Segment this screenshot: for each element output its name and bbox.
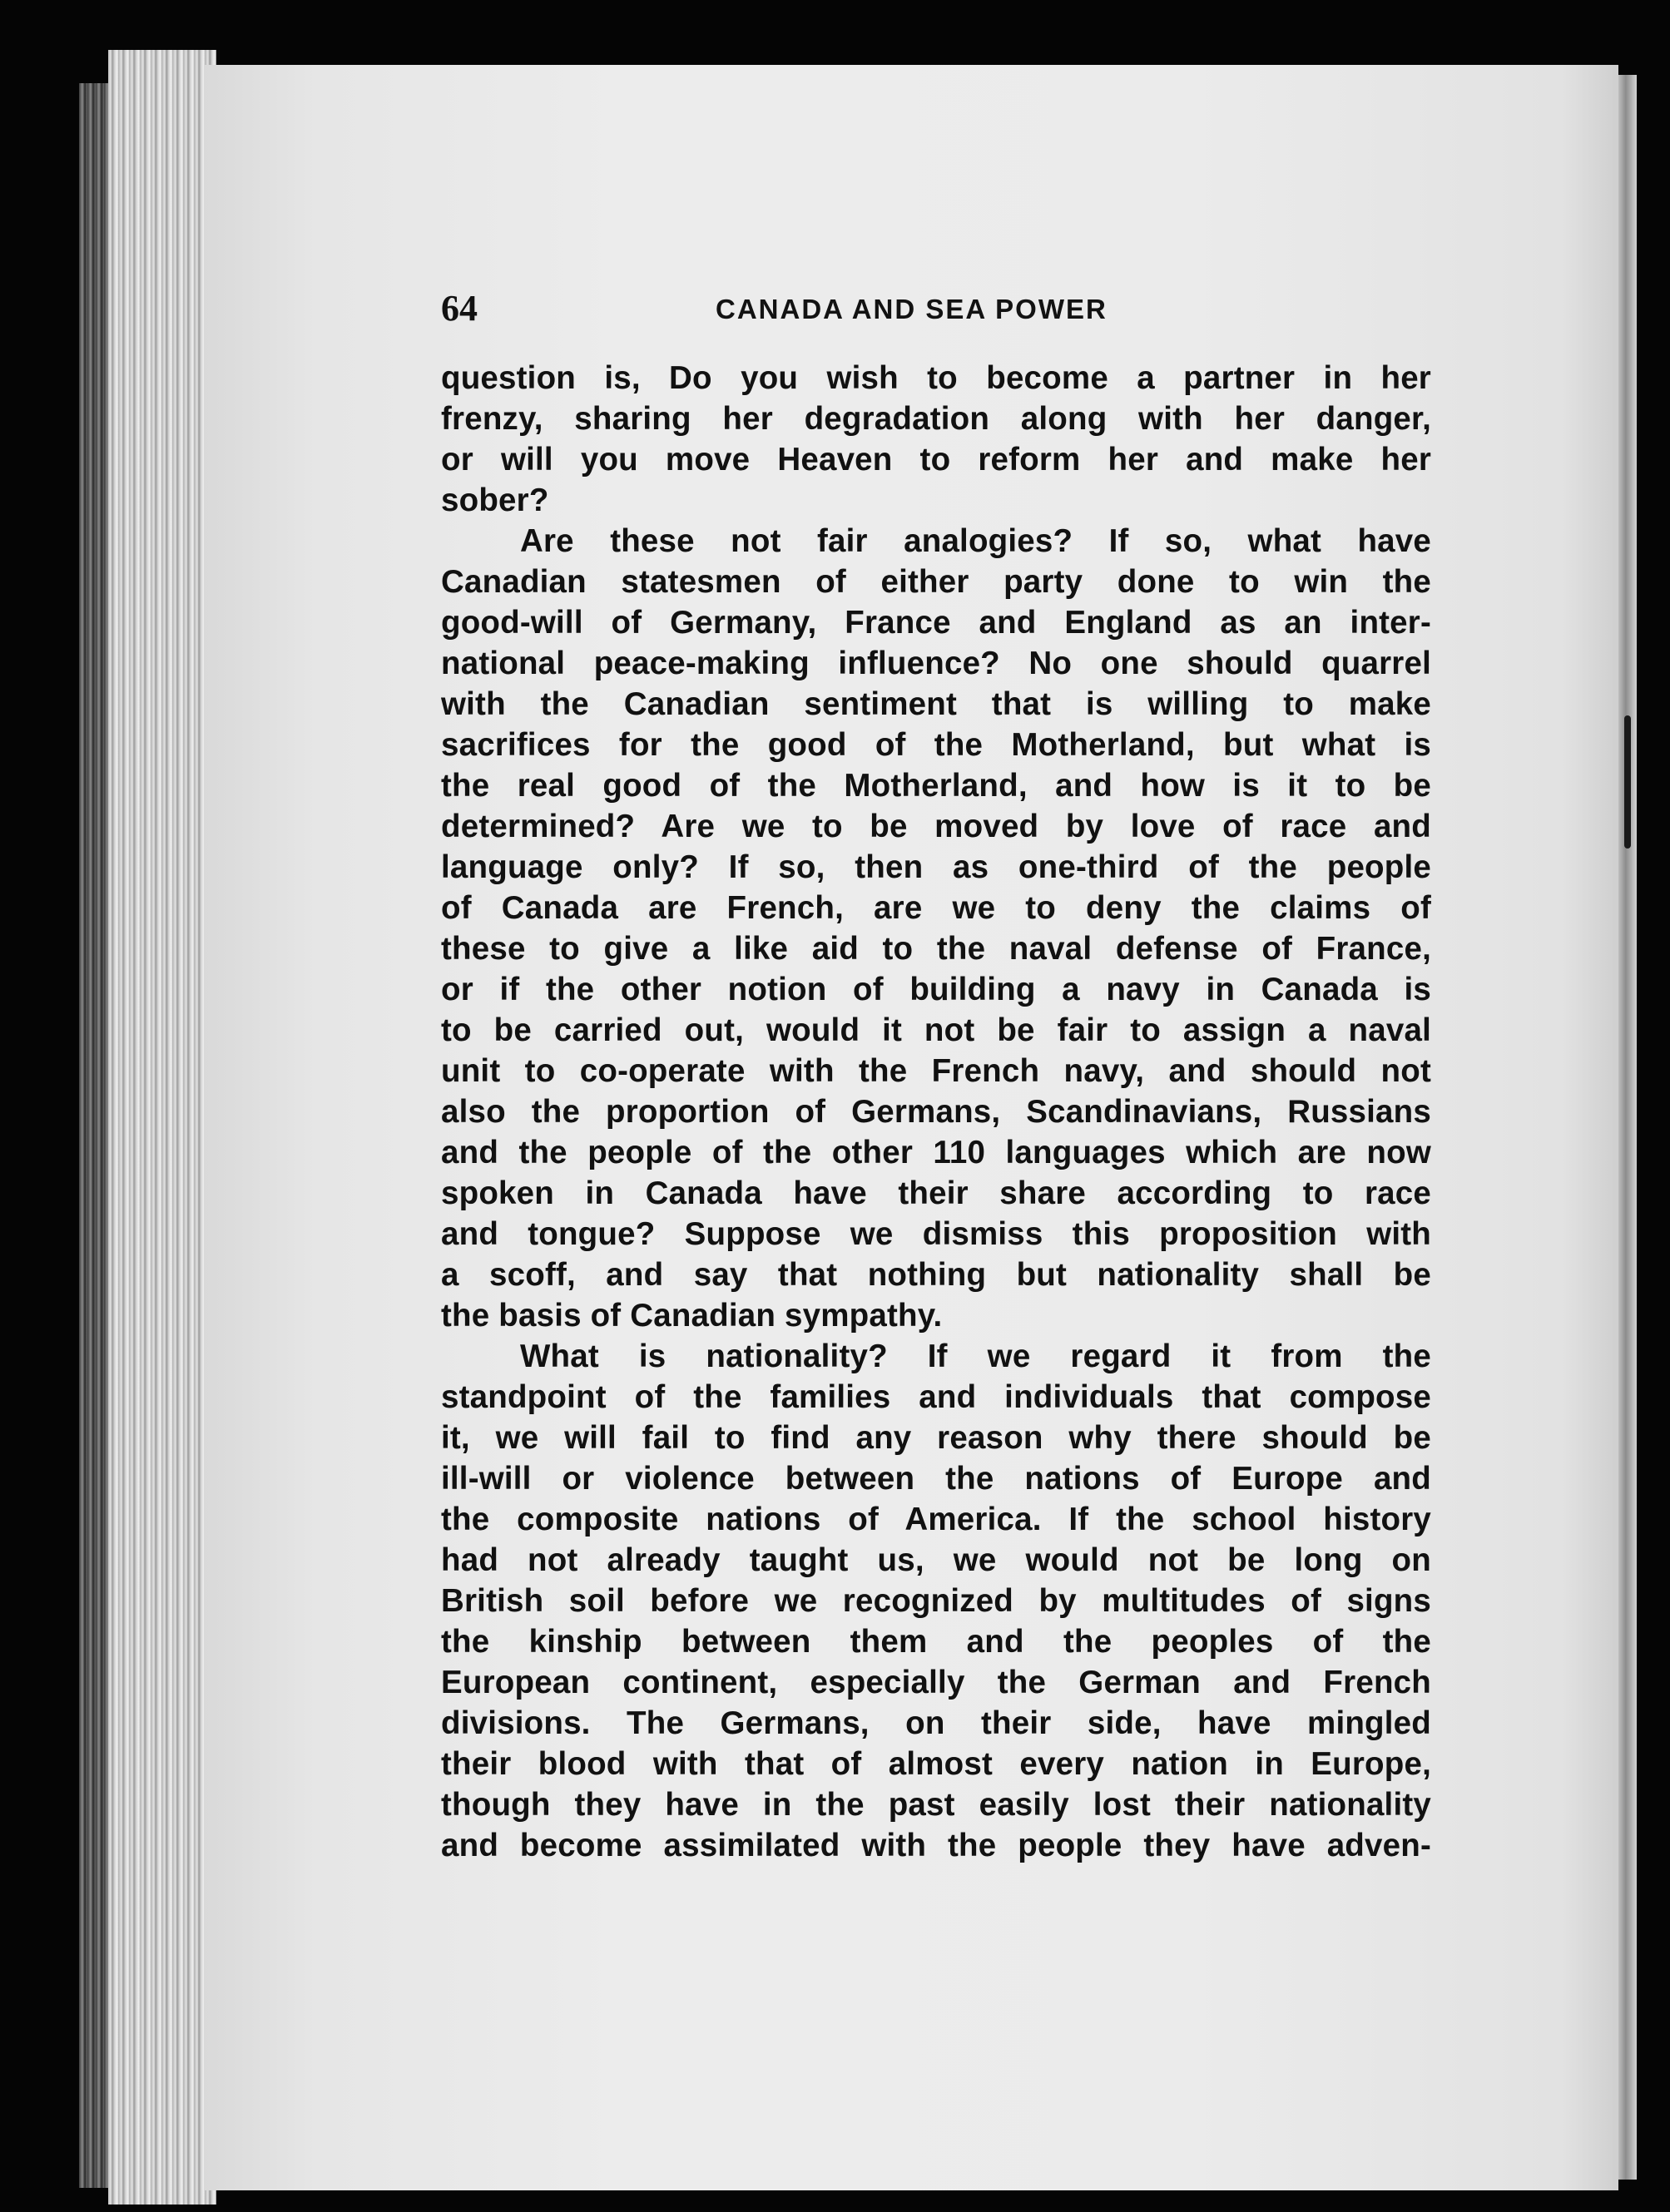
text-line: Canadian statesmen of either party done to win the bbox=[441, 564, 1431, 600]
text-line: determined? Are we to be moved by love of race and bbox=[441, 809, 1431, 844]
book-spine-edge bbox=[79, 83, 112, 2188]
text-line: and become assimilated with the people they have adven- bbox=[441, 1828, 1431, 1863]
text-line: frenzy, sharing her degradation along with her danger, bbox=[441, 401, 1431, 437]
text-line: or if the other notion of building a navy in Canada is bbox=[441, 972, 1431, 1007]
page-stack-edge bbox=[108, 50, 216, 2205]
running-title: CANADA AND SEA POWER bbox=[716, 294, 1108, 324]
text-line: their blood with that of almost every nation in Europe, bbox=[441, 1746, 1431, 1782]
running-head bbox=[441, 287, 1431, 329]
text-line: the kinship between them and the peoples of the bbox=[441, 1624, 1431, 1660]
body-text bbox=[441, 358, 1431, 1866]
text-line: good-will of Germany, France and England as an inter- bbox=[441, 605, 1431, 641]
text-line: or will you move Heaven to reform her and make her bbox=[441, 442, 1431, 478]
text-line: What is nationality? If we regard it from the bbox=[520, 1339, 1431, 1374]
text-line: also the proportion of Germans, Scandinavians, Russians bbox=[441, 1094, 1431, 1130]
text-line: Are these not fair analogies? If so, what have bbox=[520, 523, 1431, 559]
text-line: ill-will or violence between the nations of Europe and bbox=[441, 1461, 1431, 1497]
page-number: 64 bbox=[441, 288, 478, 329]
text-line: divisions. The Germans, on their side, have mingled bbox=[441, 1705, 1431, 1741]
text-line: sober? bbox=[441, 482, 549, 518]
text-line: standpoint of the families and individuals that compose bbox=[441, 1379, 1431, 1415]
text-line: the basis of Canadian sympathy. bbox=[441, 1298, 943, 1334]
binding-mark bbox=[1624, 715, 1631, 849]
text-line: question is, Do you wish to become a partner in her bbox=[441, 360, 1431, 396]
text-line: had not already taught us, we would not be long on bbox=[441, 1542, 1431, 1578]
text-line: these to give a like aid to the naval defense of France, bbox=[441, 931, 1431, 967]
text-line: the real good of the Motherland, and how is it to be bbox=[441, 768, 1431, 804]
text-line: sacrifices for the good of the Motherland, but what is bbox=[441, 727, 1431, 763]
text-line: European continent, especially the German and French bbox=[441, 1665, 1431, 1700]
text-line: of Canada are French, are we to deny the claims of bbox=[441, 890, 1431, 926]
text-line: though they have in the past easily lost their nationality bbox=[441, 1787, 1431, 1823]
text-line: the composite nations of America. If the school history bbox=[441, 1502, 1431, 1537]
text-line: and tongue? Suppose we dismiss this proposition with bbox=[441, 1216, 1431, 1252]
text-line: national peace-making influence? No one should quarrel bbox=[441, 646, 1431, 681]
text-line: it, we will fail to find any reason why there should be bbox=[441, 1420, 1431, 1456]
right-page-edge bbox=[1618, 75, 1637, 2180]
text-line: spoken in Canada have their share according to race bbox=[441, 1175, 1431, 1211]
text-line: unit to co-operate with the French navy, and should not bbox=[441, 1053, 1431, 1089]
text-line: a scoff, and say that nothing but nationality shall be bbox=[441, 1257, 1431, 1293]
text-line: British soil before we recognized by multitudes of signs bbox=[441, 1583, 1431, 1619]
text-line: and the people of the other 110 languages which are now bbox=[441, 1135, 1431, 1170]
text-line: language only? If so, then as one-third of the people bbox=[441, 849, 1431, 885]
text-line: to be carried out, would it not be fair to assign a naval bbox=[441, 1012, 1431, 1048]
text-line: with the Canadian sentiment that is willing to make bbox=[441, 686, 1431, 722]
